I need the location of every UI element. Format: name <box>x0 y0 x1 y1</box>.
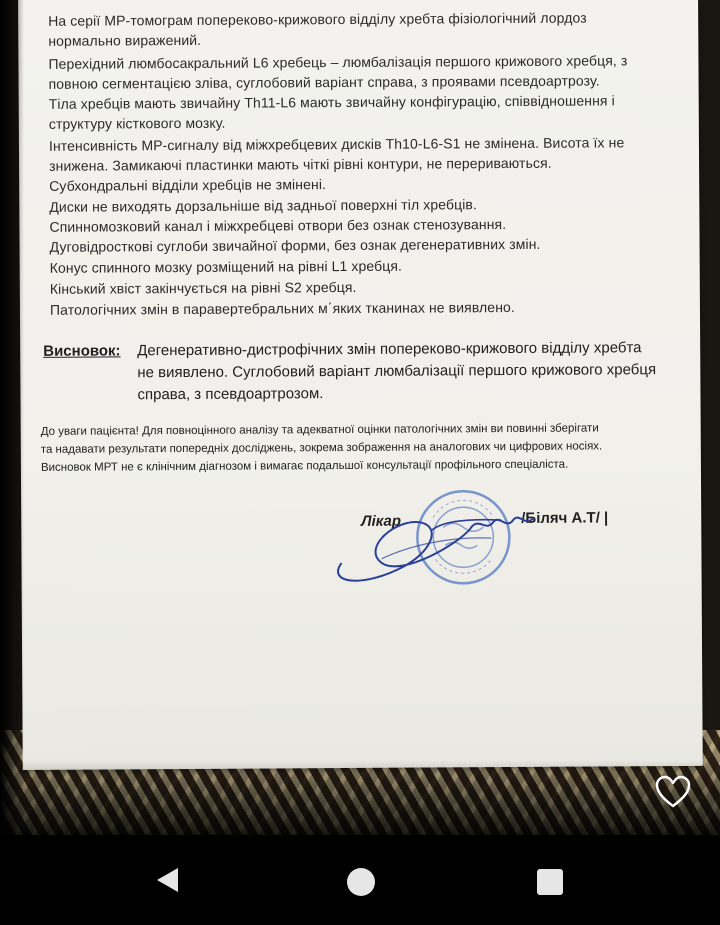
photo-edge-shadow <box>0 0 24 835</box>
report-line: Інтенсивність МР-сигналу від міжхребцевих дисків Th10-L6-S1 не змінена. Висота їх не <box>48 134 625 154</box>
report-line: знижена. Замикаючі пластинки мають чіткі рівні контури, не перериваються. <box>49 154 552 174</box>
report-line: нормально виражений. <box>48 31 202 49</box>
conclusion-line: Дегенеративно-дистрофічних змін попереково-крижового відділу хребта <box>137 339 642 360</box>
conclusion-label: Висновок: <box>43 342 121 360</box>
report-line: Конус спинного мозку розміщений на рівні L1 хребця. <box>49 257 403 276</box>
report-line: Субхондральні відділи хребців не змінені. <box>49 176 327 194</box>
android-navigation-bar <box>0 835 720 925</box>
back-triangle-icon[interactable] <box>153 865 181 895</box>
report-line: Спинномозковий канал і міжхребцеві отвори без ознак стенозування. <box>49 216 507 235</box>
report-line: Кінський хвіст закінчується на рівні S2 хребця. <box>49 278 357 297</box>
report-line: Перехідний люмбосакральний L6 хребець – люмбалізація першого крижового хребця, з <box>48 52 628 72</box>
doctor-label: Лікар <box>361 512 402 530</box>
heart-outline-icon[interactable] <box>655 775 691 809</box>
patient-note-line: та надавати результати попередніх досліджень, зокрема зображення на аналогових чи цифрових носіях. <box>40 440 603 456</box>
report-line: повною сегментацією зліва, суглобовий варіант справа, з проявами псевдоартрозу. <box>48 72 600 92</box>
report-line: Дуговідросткові суглоби звичайної форми, без ознак дегенеративних змін. <box>49 235 541 255</box>
report-line: На серії МР-томограм попереково-крижового відділу хребта фізіологічний лордоз <box>48 9 587 29</box>
recent-apps-square-icon[interactable] <box>537 869 563 895</box>
report-line: структуру кісткового мозку. <box>48 114 226 132</box>
conclusion-line: не виявлено. Суглобовий варіант люмбалізації першого крижового хребця <box>137 361 657 382</box>
home-circle-icon[interactable] <box>347 868 375 896</box>
photo-bottom-fade <box>0 760 720 835</box>
report-line: Диски не виходять дорзальніше від задньої поверхні тіл хребців. <box>49 196 477 215</box>
doctor-name: /Біляч А.Т/ | <box>521 509 609 527</box>
patient-note-line: Висновок МРТ не є клінічним діагнозом і вимагає подальшої консультації профільного спеціаліста. <box>40 458 569 474</box>
report-line: Патологічних змін в паравертебральних м΄яких тканинах не виявлено. <box>49 298 515 318</box>
mri-report-page <box>18 0 703 770</box>
handwritten-signature <box>321 492 572 594</box>
report-line: Тіла хребців мають звичайну Th11-L6 мають звичайну конфігурацію, співвідношення і <box>48 92 615 112</box>
patient-note-line: До уваги пацієнта! Для повноцінного аналізу та адекватної оцінки патологічних змін ви повинні зберігати <box>40 422 599 438</box>
conclusion-line: справа, з псевдоартрозом. <box>137 385 324 404</box>
